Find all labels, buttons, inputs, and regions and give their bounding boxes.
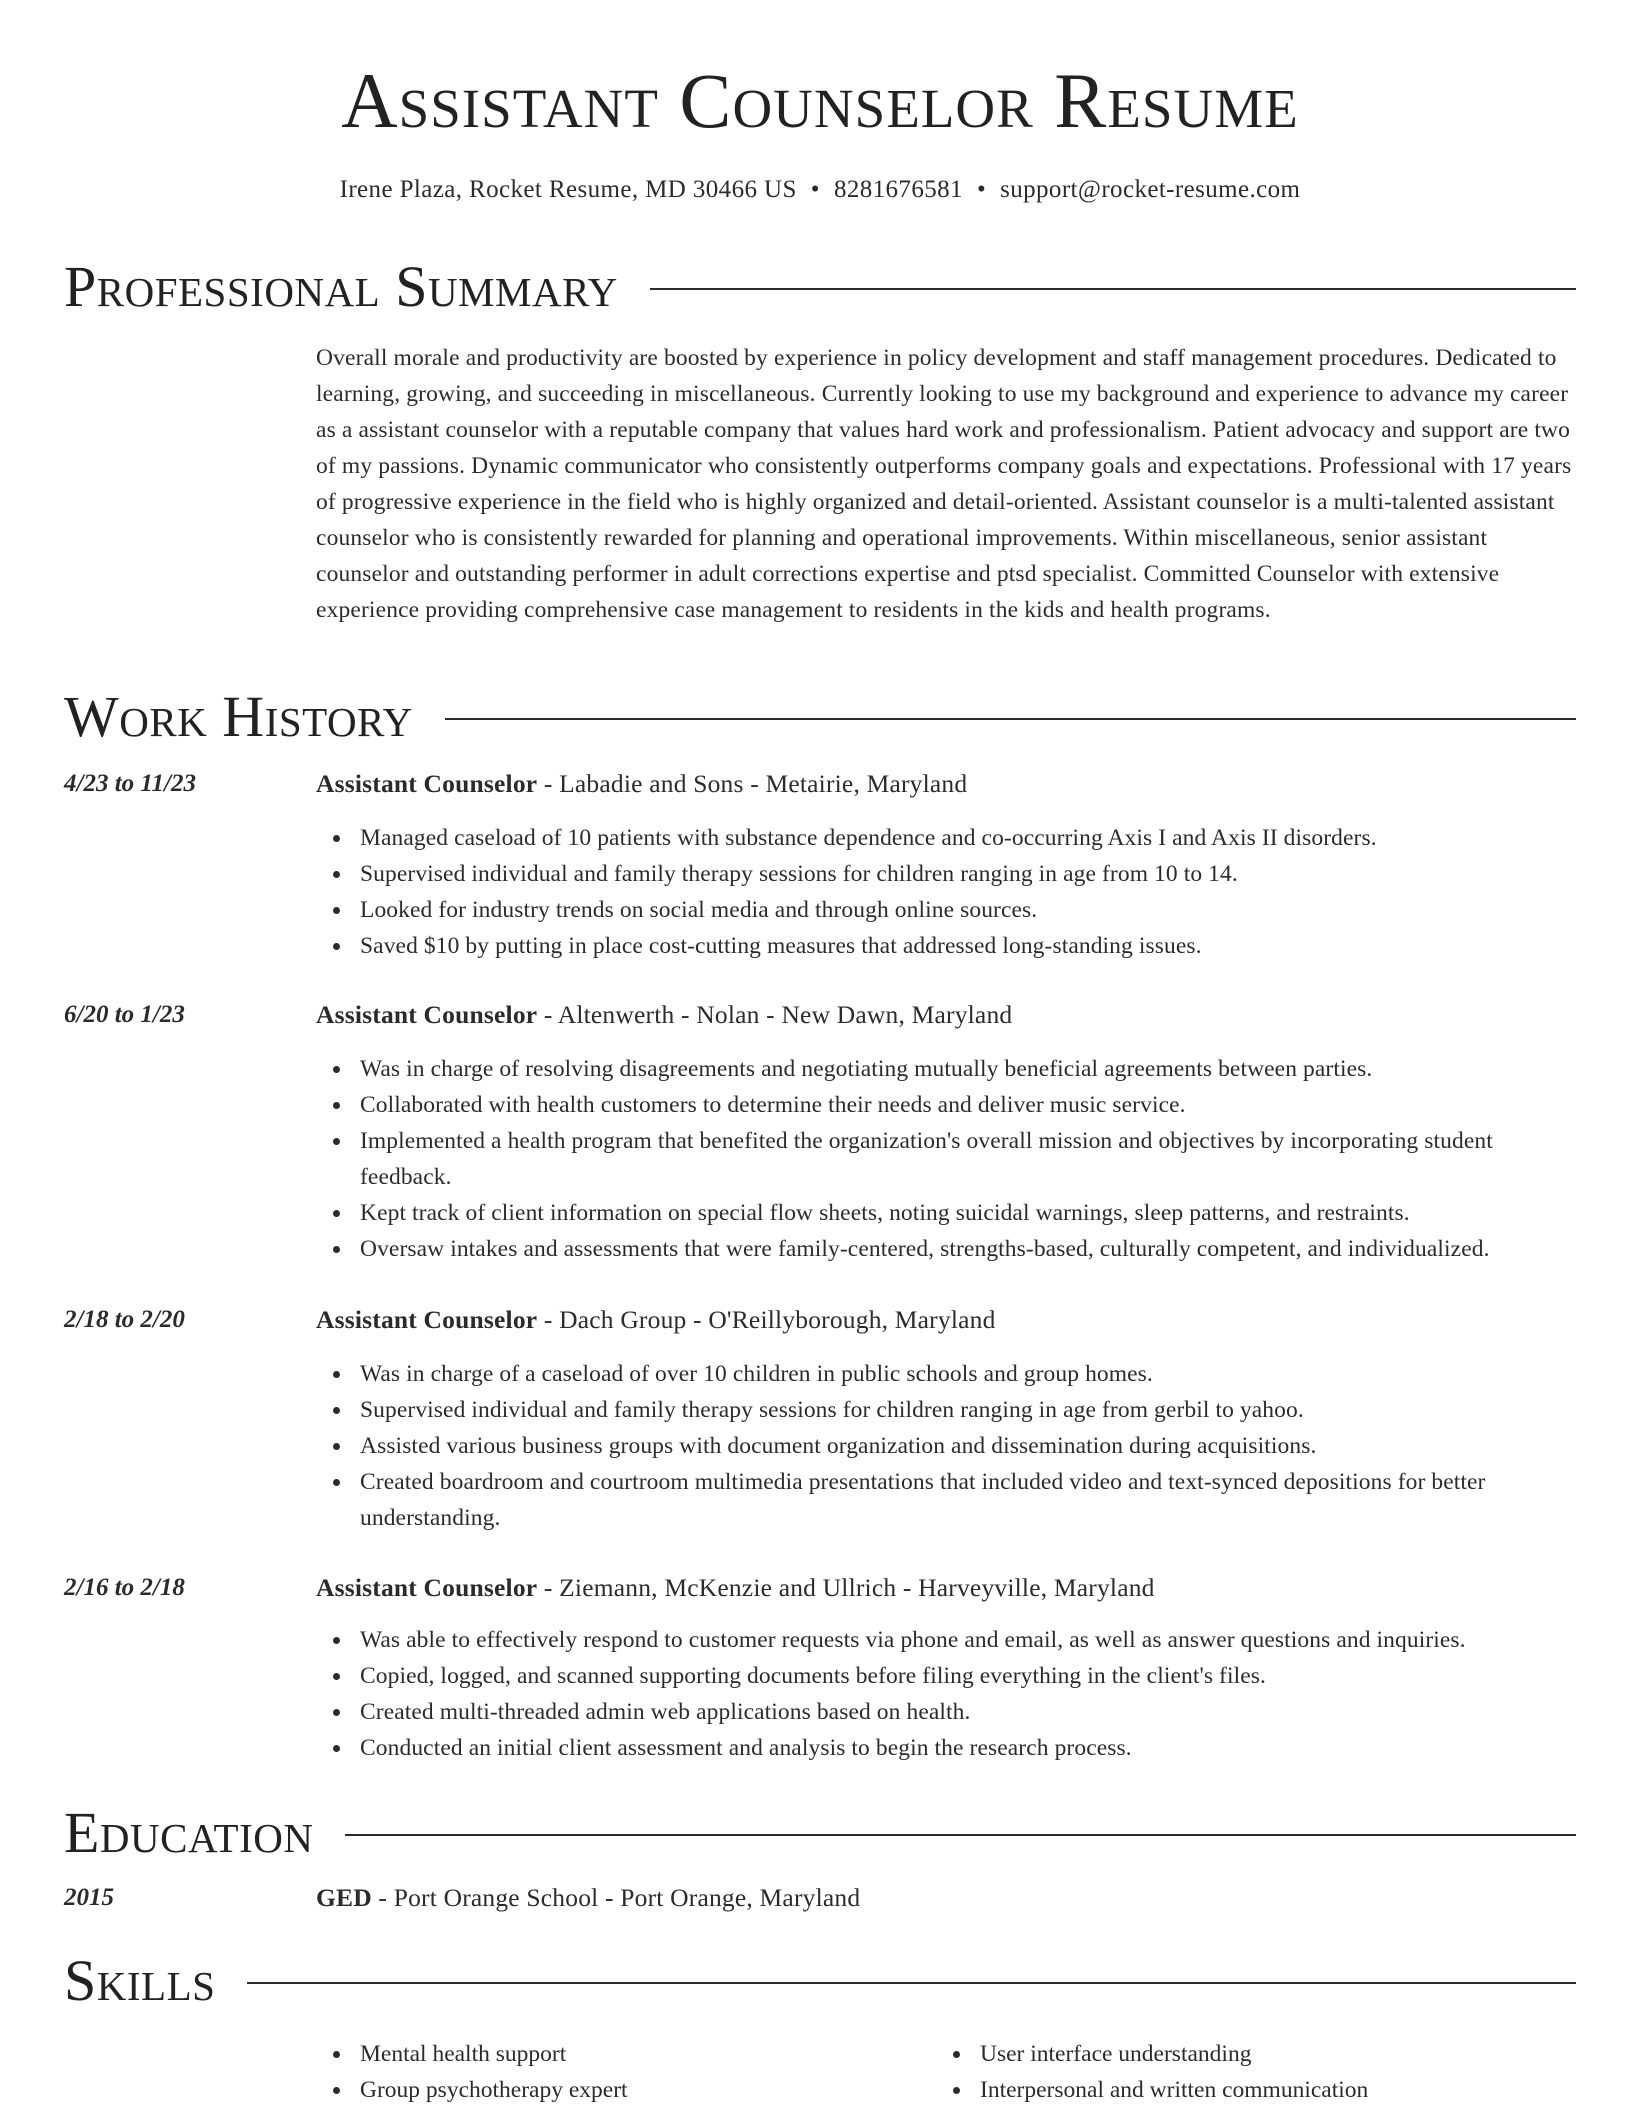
section-title: Education [64, 1800, 314, 1865]
list-item: Was in charge of resolving disagreements and negotiating mutually beneficial agreements between parties. [316, 1051, 1576, 1087]
skills-column-right [936, 2036, 1556, 2108]
list-item: Oversaw intakes and assessments that were family-centered, strengths-based, culturally competent, and individualized. [316, 1231, 1576, 1267]
job-bullets [316, 820, 1576, 964]
job-employer: - Ziemann, McKenzie and Ullrich - Harveyville, Maryland [537, 1573, 1155, 1602]
job-bullets [316, 1051, 1576, 1267]
contact-address: Irene Plaza, Rocket Resume, MD 30466 US [339, 176, 797, 203]
section-divider [650, 288, 1576, 290]
list-item: Managed caseload of 10 patients with substance dependence and co-occurring Axis I and Axis II disorders. [316, 820, 1576, 856]
list-item: Created boardroom and courtroom multimedia presentations that included video and text-synced depositions for better understanding. [316, 1464, 1576, 1536]
list-item: Copied, logged, and scanned supporting documents before filing everything in the client's files. [316, 1658, 1576, 1694]
contact-separator: • [810, 176, 820, 203]
job-heading [316, 1570, 1155, 1606]
section-divider [345, 1834, 1576, 1836]
list-item: Collaborated with health customers to determine their needs and deliver music service. [316, 1087, 1576, 1123]
education-degree: GED [316, 1883, 372, 1912]
section-title: Skills [64, 1948, 216, 2013]
job-bullets [316, 1356, 1576, 1536]
contact-separator: • [976, 176, 987, 203]
skill-item: Group psychotherapy expert [316, 2072, 936, 2108]
education-date: 2015 [64, 1884, 114, 1911]
job-date: 2/16 to 2/18 [64, 1574, 185, 1601]
skills-list [316, 2036, 1576, 2108]
job-date: 2/18 to 2/20 [64, 1306, 185, 1333]
list-item: Was in charge of a caseload of over 10 children in public schools and group homes. [316, 1356, 1576, 1392]
list-item: Supervised individual and family therapy sessions for children ranging in age from gerbil to yahoo. [316, 1392, 1576, 1428]
job-role: Assistant Counselor [316, 1305, 538, 1334]
list-item: Conducted an initial client assessment and analysis to begin the research process. [316, 1730, 1576, 1766]
skill-item: Interpersonal and written communication [936, 2072, 1556, 2108]
education-heading [316, 1880, 860, 1916]
skills-section-heading [64, 1948, 1576, 2013]
list-item: Supervised individual and family therapy sessions for children ranging in age from 10 to 14. [316, 856, 1576, 892]
summary-section-heading [64, 254, 1576, 319]
list-item: Saved $10 by putting in place cost-cutting measures that addressed long-standing issues. [316, 928, 1576, 964]
section-divider [445, 718, 1576, 720]
list-item: Looked for industry trends on social media and through online sources. [316, 892, 1576, 928]
section-divider [247, 1982, 1576, 1984]
job-role: Assistant Counselor [316, 769, 538, 798]
list-item: Kept track of client information on special flow sheets, noting suicidal warnings, sleep patterns, and restraints. [316, 1195, 1576, 1231]
job-employer: - Dach Group - O'Reillyborough, Maryland [537, 1305, 996, 1334]
section-title: Professional Summary [64, 254, 618, 319]
skills-column-left [316, 2036, 936, 2108]
summary-text: Overall morale and productivity are boosted by experience in policy development and staff management procedures. Dedicated to learning, growing, and succeeding in miscellaneous. Currently looking to use my background and experience to advance my career as a assistant counselor with a reputable company that values hard work and professionalism. Patient advocacy and support are two of my passions. Dynamic communicator who consistently outperforms company goals and expectations. Professional with 17 years of progressive experience in the field who is highly organized and detail-oriented. Assistant counselor is a multi-talented assistant counselor who is consistently rewarded for planning and operational improvements. Within miscellaneous, senior assistant counselor and outstanding performer in adult corrections expertise and ptsd specialist. Committed Counselor with extensive experience providing comprehensive case management to residents in the kids and health programs. [316, 345, 1572, 623]
education-school: - Port Orange School - Port Orange, Maryland [371, 1883, 861, 1912]
job-bullets [316, 1622, 1576, 1766]
page-title: Assistant Counselor Resume [341, 57, 1299, 144]
resume-page [64, 0, 1576, 2112]
job-heading [316, 997, 1012, 1033]
job-employer: - Altenwerth - Nolan - New Dawn, Maryland [537, 1000, 1013, 1029]
contact-line [64, 176, 1576, 204]
job-heading [316, 1302, 996, 1338]
work-section-heading [64, 684, 1576, 749]
list-item: Created multi-threaded admin web applications based on health. [316, 1694, 1576, 1730]
job-date: 4/23 to 11/23 [64, 770, 196, 797]
list-item: Assisted various business groups with document organization and dissemination during acquisitions. [316, 1428, 1576, 1464]
job-role: Assistant Counselor [316, 1000, 538, 1029]
job-employer: - Labadie and Sons - Metairie, Maryland [537, 769, 968, 798]
job-heading [316, 766, 967, 802]
list-item: Was able to effectively respond to customer requests via phone and email, as well as answer questions and inquiries. [316, 1622, 1576, 1658]
job-role: Assistant Counselor [316, 1573, 538, 1602]
skill-item: Mental health support [316, 2036, 936, 2072]
list-item: Implemented a health program that benefited the organization's overall mission and objectives by incorporating student feedback. [316, 1123, 1576, 1195]
contact-email: support@rocket-resume.com [1000, 176, 1301, 203]
skill-item: User interface understanding [936, 2036, 1556, 2072]
education-section-heading [64, 1800, 1576, 1865]
section-title: Work History [64, 684, 413, 749]
job-date: 6/20 to 1/23 [64, 1001, 185, 1028]
contact-phone: 8281676581 [833, 176, 963, 203]
